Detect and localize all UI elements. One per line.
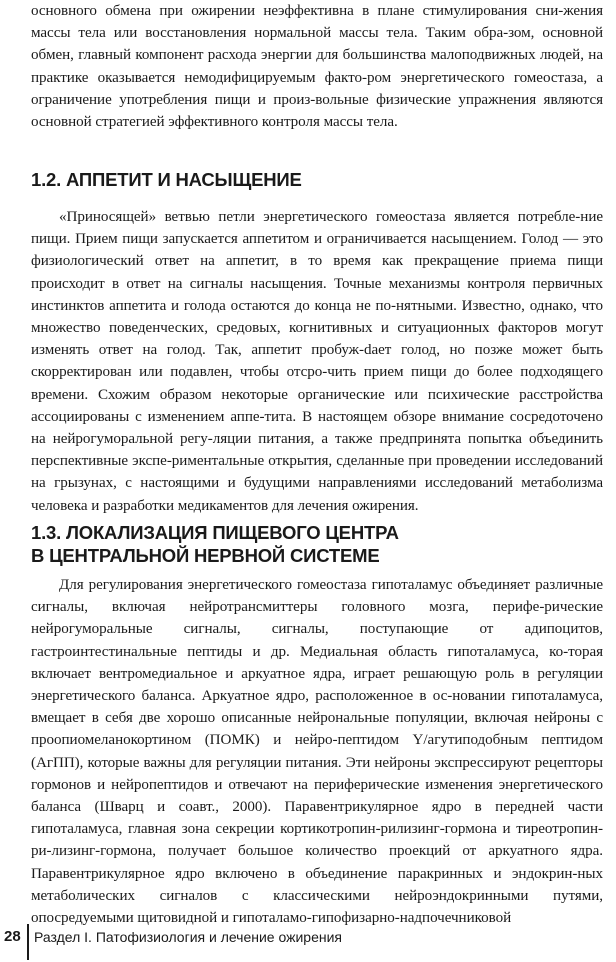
- section-heading-food-center: [31, 521, 399, 567]
- paragraph-intro-continuation: основного обмена при ожирении неэффективна в плане стимулирования сни-жения массы тела или восстановления нормальной массы тела. Таким обра-зом, основной обмен, главный компонент расхода энергии для большинства малоподвижных людей, на практике оказывается немодифицируемым факто-ром энергетического гомеостаза, а ограничение употребления пищи и произ-вольные физические упражнения являются основной стратегией эффективного контроля массы тела.: [31, 3, 603, 131]
- section-heading-appetite: 1.2. АППЕТИТ И НАСЫЩЕНИЕ: [31, 169, 302, 190]
- footer-divider: [27, 924, 29, 960]
- paragraph-hypothalamus: Для регулирования энергетического гомеостаза гипоталамус объединяет различные сигналы, включая нейротрансмиттеры головного мозга, перифе-рические нейрогуморальные сигналы, сигналы, поступающие от адипоцитов, гастроинтестинальные пептиды и др. Медиальная область гипоталамуса, ко-торая включает вентромедиальное и аркуатное ядра, играет решающую роль в регуляции энергетического баланса. Аркуатное ядро, расположенное в ос-новании гипоталамуса, вмещает в себя две хорошо описанные нейрональные популяции, включая нейроны с проопиомеланокортином (ПОМК) и нейро-пептидом Y/агутиподобным пептидом (АгПП), которые важны для регуляции питания. Эти нейроны экспрессируют рецепторы гормонов и нейропептидов и отвечают на периферические изменения энергетического баланса (Шварц и соавт., 2000). Паравентрикулярное ядро в передней части гипоталамуса, главная зона секреции кортикотропин-рилизинг-гормона и тиреотропин-ри-лизинг-гормона, получает большое количество проекций от аркуатного ядра. Паравентрикулярное ядро включено в объединение паракринных и эндокрин-ных метаболических сигналов с классическими нейроэндокринными путями, опосредуемыми щитовидной и гипоталамо-гипофизарно-надпочечниковой: [31, 577, 603, 927]
- heading-line-1: 1.3. ЛОКАЛИЗАЦИЯ ПИЩЕВОГО ЦЕНТРА: [31, 522, 399, 543]
- page-number: 28: [4, 928, 21, 945]
- heading-line-2: В ЦЕНТРАЛЬНОЙ НЕРВНОЙ СИСТЕМЕ: [31, 545, 380, 566]
- page-footer: [0, 924, 616, 962]
- running-section-title: Раздел I. Патофизиология и лечение ожирения: [34, 929, 343, 945]
- paragraph-appetite: «Приносящей» ветвью петли энергетического гомеостаза является потребле-ние пищи. Прием пищи запускается аппетитом и ограничивается насыщением. Голод — это физиологический ответ на аппетит, в то время как прекращение приема пищи происходит в ответ на сигналы насыщения. Точные механизмы контроля первичных инстинктов аппетита и голода остаются до конца не по-нятными. Известно, однако, что множество поведенческих, средовых, когнитивных и ситуационных факторов могут изменять ответ на голод. Так, аппетит пробуж-dает голод, но позже может быть скорректирован или подавлен, чтобы отсро-чить прием пищи до более подходящего времени. Схожим образом некоторые органические или психические расстройства ассоциированы с изменением аппе-тита. В настоящем обзоре внимание сосредоточено на нейрогуморальной регу-ляции питания, а также предпринята попытка объединить перспективные экспе-риментальные открытия, сделанные при проведении исследований на грызунах, с настоящими и будущими направлениями исследований метаболизма человека и разработки медикаментов для лечения ожирения.: [31, 209, 603, 514]
